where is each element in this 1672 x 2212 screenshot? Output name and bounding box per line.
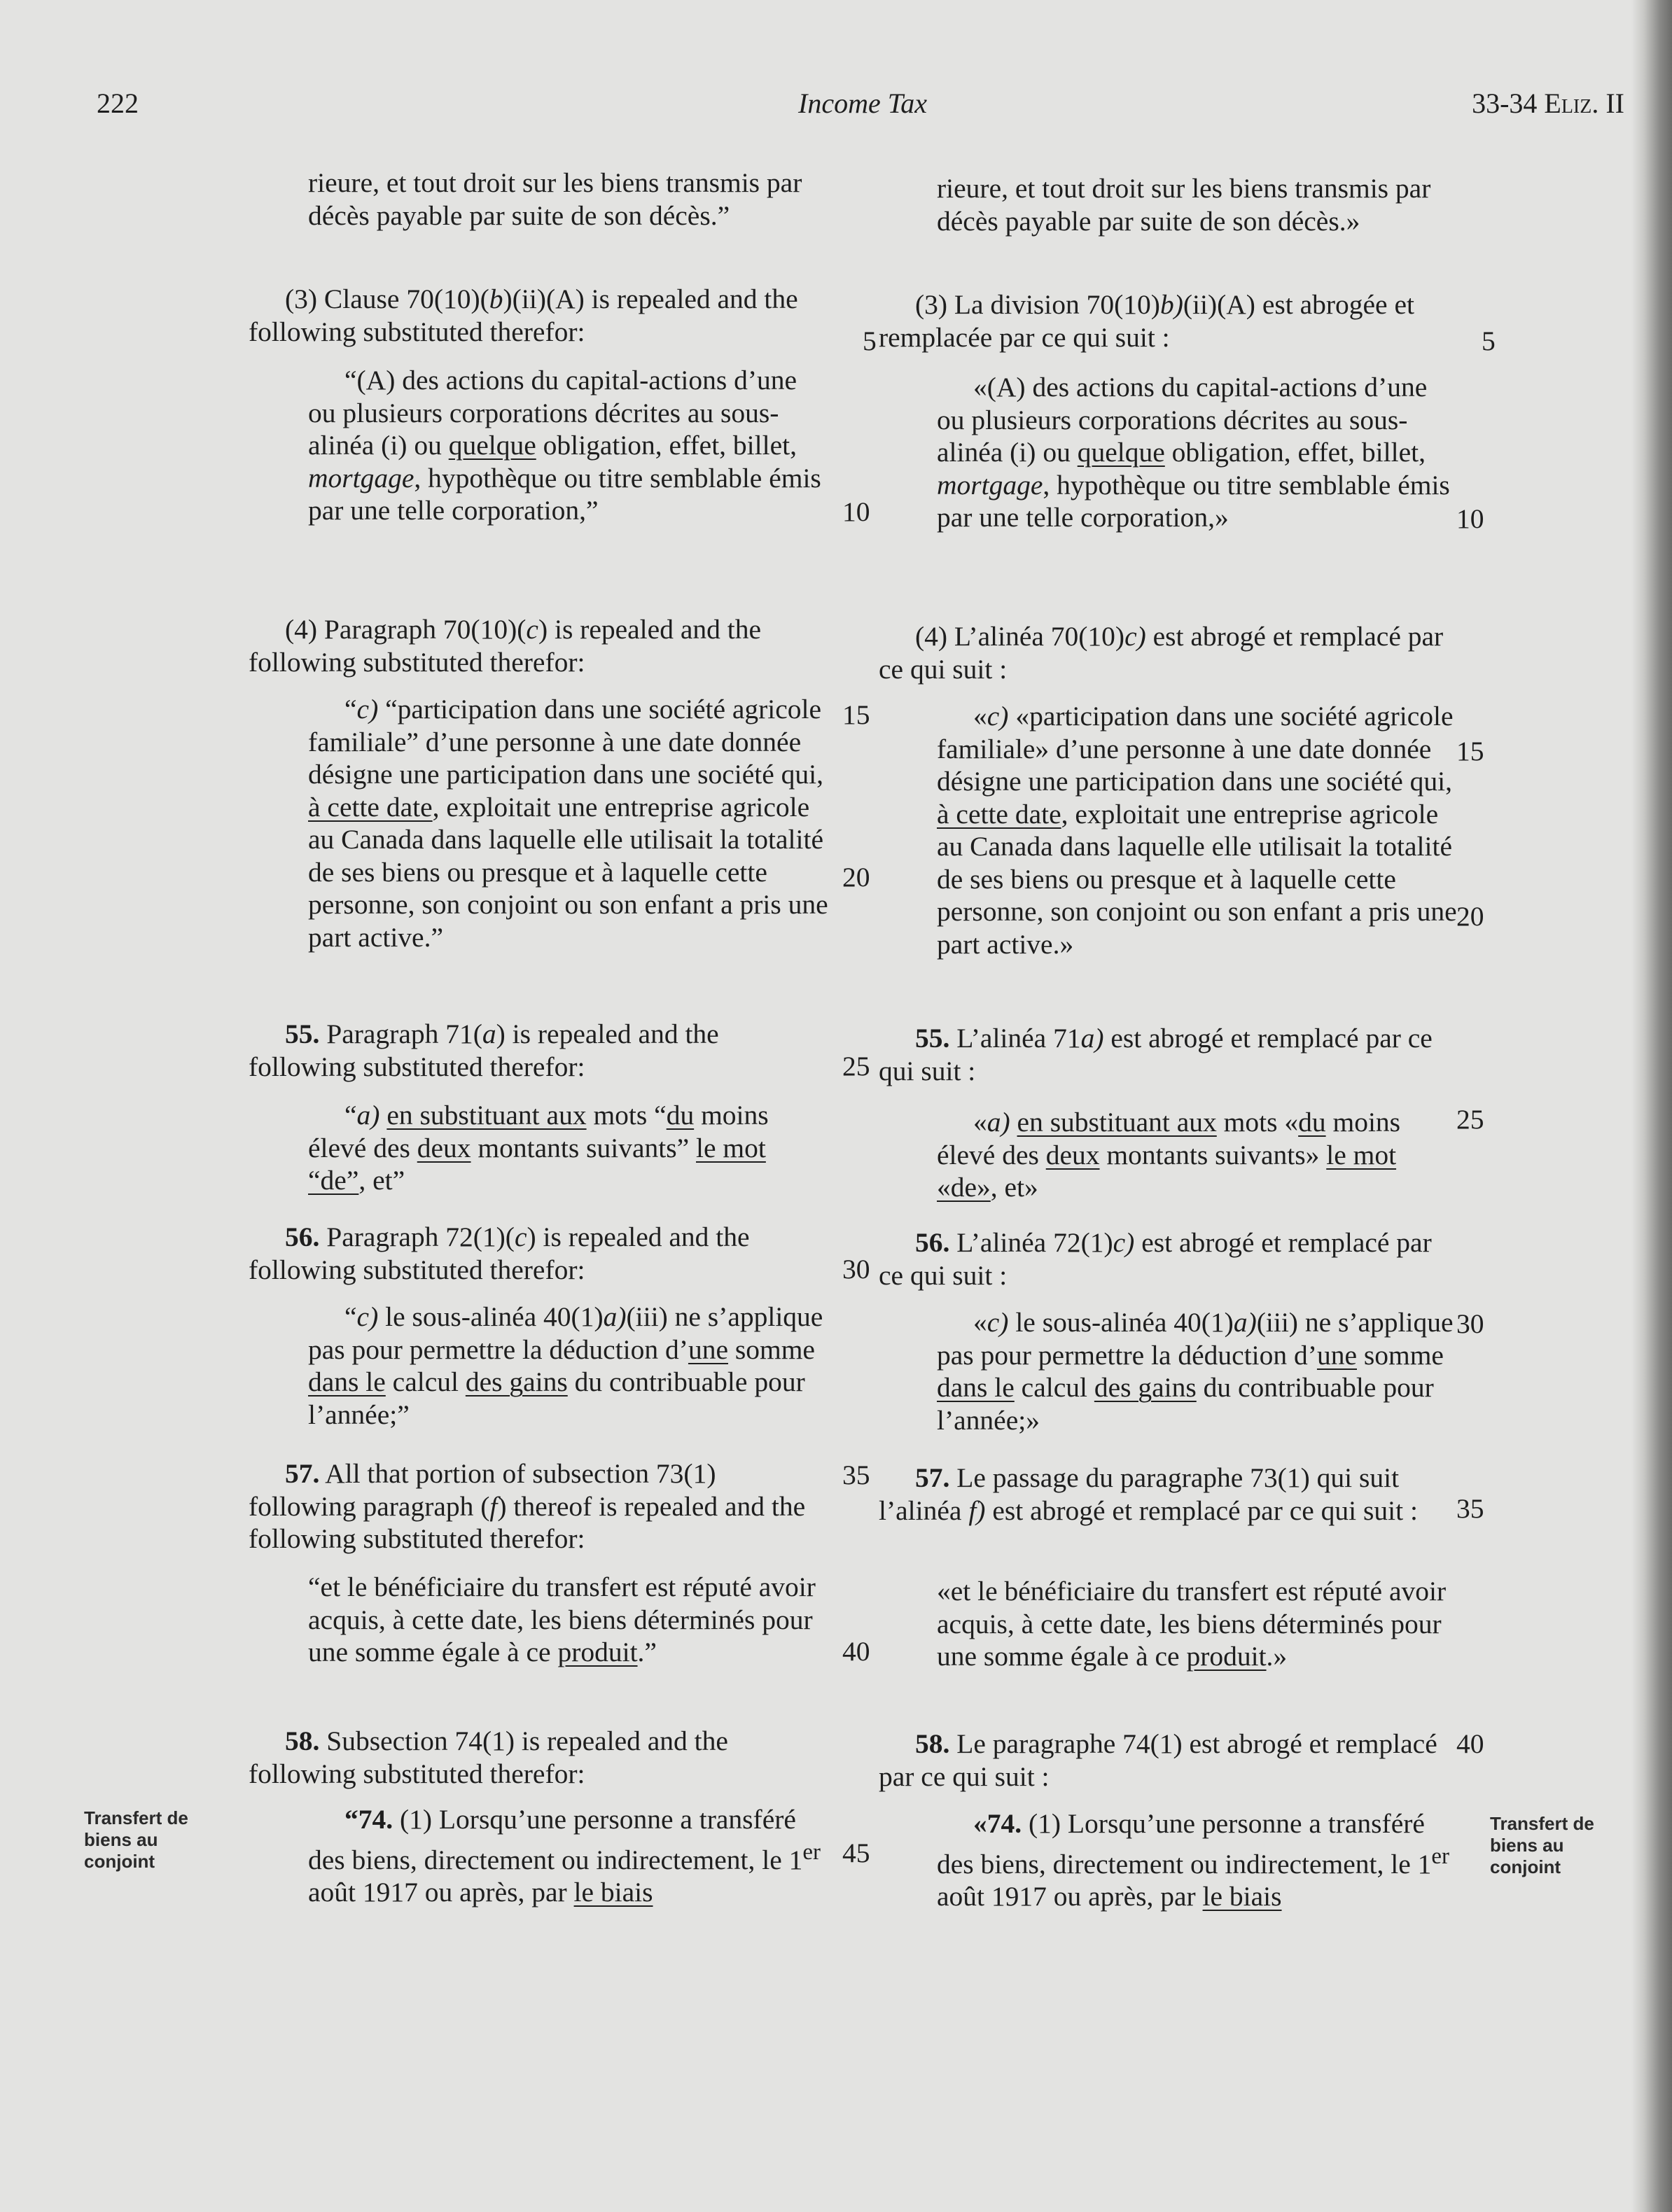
line-number: 20	[1456, 901, 1484, 932]
line-number: 15	[1456, 736, 1484, 766]
line-number: 35	[1456, 1493, 1484, 1524]
margin-note-left: Transfert de biens au conjoint	[84, 1807, 188, 1872]
en-section-56: 56. Paragraph 72(1)(c) is repealed and the following substituted therefor:	[249, 1222, 750, 1285]
fr-subsection-3: (3) La division 70(10)b)(ii)(A) est abrogée et remplacée par ce qui suit :	[879, 289, 1414, 353]
line-number: 10	[1456, 503, 1484, 534]
fr-continuation: rieure, et tout droit sur les biens transmis par décès payable par suite de son décès.»	[937, 173, 1431, 237]
en-quote-58: “74. (1) Lorsqu’une personne a transféré des biens, directement ou indirectement, le 1er août 1917 ou après, par le biais	[308, 1804, 821, 1908]
en-continuation: rieure, et tout droit sur les biens transmis par décès payable par suite de son décès.”	[308, 167, 802, 231]
en-quote-4: “c) “participation dans une société agricole familiale” d’une personne à une date donnée désigne une participation dans une société qui, à cette date, exploitait une entreprise agricole au Canada dans laquelle elle utilisait la totalité de ses biens ou presque et à laquelle cette personne, son conjoint ou son enfant a pris une part active.”	[308, 694, 828, 953]
line-number: 10	[842, 496, 870, 527]
margin-note-right: Transfert de biens au conjoint	[1490, 1813, 1594, 1877]
line-number: 20	[842, 862, 870, 892]
page-number: 222	[97, 88, 139, 119]
fr-quote-56: «c) le sous-alinéa 40(1)a)(iii) ne s’applique pas pour permettre la déduction d’une somme dans le calcul des gains du contribuable pour l’année;»	[937, 1307, 1454, 1436]
book-spine-shadow	[1631, 0, 1672, 2212]
fr-section-55: 55. L’alinéa 71a) est abrogé et remplacé par ce qui suit :	[879, 1023, 1433, 1086]
fr-subsection-4: (4) L’alinéa 70(10)c) est abrogé et remplacé par ce qui suit :	[879, 621, 1444, 685]
en-quote-56: “c) le sous-alinéa 40(1)a)(iii) ne s’applique pas pour permettre la déduction d’une somme dans le calcul des gains du contribuable pour l’année;”	[308, 1301, 823, 1430]
en-subsection-3: (3) Clause 70(10)(b)(ii)(A) is repealed and the following substituted therefor:	[249, 284, 798, 347]
fr-section-57: 57. Le passage du paragraphe 73(1) qui suit l’alinéa f) est abrogé et remplacé par ce qui suit :	[879, 1462, 1418, 1526]
line-number: 15	[842, 699, 870, 730]
line-number: 30	[1456, 1308, 1484, 1339]
fr-quote-58: «74. (1) Lorsqu’une personne a transféré des biens, directement ou indirectement, le 1er août 1917 ou après, par le biais	[937, 1808, 1449, 1912]
line-number: 40	[842, 1636, 870, 1667]
en-quote-3: “(A) des actions du capital-actions d’une ou plusieurs corporations décrites au sous-alinéa (i) ou quelque obligation, effet, billet, mortgage, hypothèque ou titre semblable émis par une telle corporation,”	[308, 365, 821, 526]
line-number: 25	[842, 1051, 870, 1082]
en-subsection-4: (4) Paragraph 70(10)(c) is repealed and the following substituted therefor:	[249, 614, 761, 678]
fr-quote-57: «et le bénéficiaire du transfert est réputé avoir acquis, à cette date, les biens déterminés pour une somme égale à ce produit.»	[937, 1576, 1447, 1672]
fr-quote-4: «c) «participation dans une société agricole familiale» d’une personne à une date donnée désigne une participation dans une société qui, à cette date, exploitait une entreprise agricole au Canada dans laquelle elle utilisait la totalité de ses biens ou presque et à laquelle cette personne, son conjoint ou son enfant a pris une part active.»	[937, 701, 1457, 960]
en-section-58: 58. Subsection 74(1) is repealed and the following substituted therefor:	[249, 1726, 728, 1789]
fr-quote-3: «(A) des actions du capital-actions d’une ou plusieurs corporations décrites au sous-alinéa (i) ou quelque obligation, effet, billet, mortgage, hypothèque ou titre semblable émis par une telle corporation,»	[937, 372, 1450, 533]
en-quote-55: “a) en substituant aux mots “du moins élevé des deux montants suivants” le mot “de”, et”	[308, 1100, 769, 1196]
line-number: 5	[1482, 326, 1496, 356]
line-number: 40	[1456, 1728, 1484, 1759]
fr-section-58: 58. Le paragraphe 74(1) est abrogé et remplacé par ce qui suit :	[879, 1728, 1437, 1792]
en-section-55: 55. Paragraph 71(a) is repealed and the following substituted therefor:	[249, 1018, 719, 1082]
line-number: 45	[842, 1837, 870, 1868]
en-section-57: 57. All that portion of subsection 73(1) following paragraph (f) thereof is repealed and the following substituted therefor:	[249, 1458, 806, 1554]
fr-section-56: 56. L’alinéa 72(1)c) est abrogé et remplacé par ce qui suit :	[879, 1227, 1432, 1291]
en-quote-57: “et le bénéficiaire du transfert est réputé avoir acquis, à cette date, les biens déterminés pour une somme égale à ce produit.”	[308, 1572, 816, 1667]
line-number: 35	[842, 1460, 870, 1490]
volume-reference: 33-34 Eliz. II	[1472, 88, 1624, 119]
line-number: 5	[863, 326, 877, 356]
line-number: 30	[842, 1254, 870, 1284]
fr-quote-55: «a) en substituant aux mots «du moins élevé des deux montants suivants» le mot «de», et»	[937, 1107, 1401, 1203]
line-number: 25	[1456, 1104, 1484, 1135]
running-title: Income Tax	[798, 88, 928, 119]
